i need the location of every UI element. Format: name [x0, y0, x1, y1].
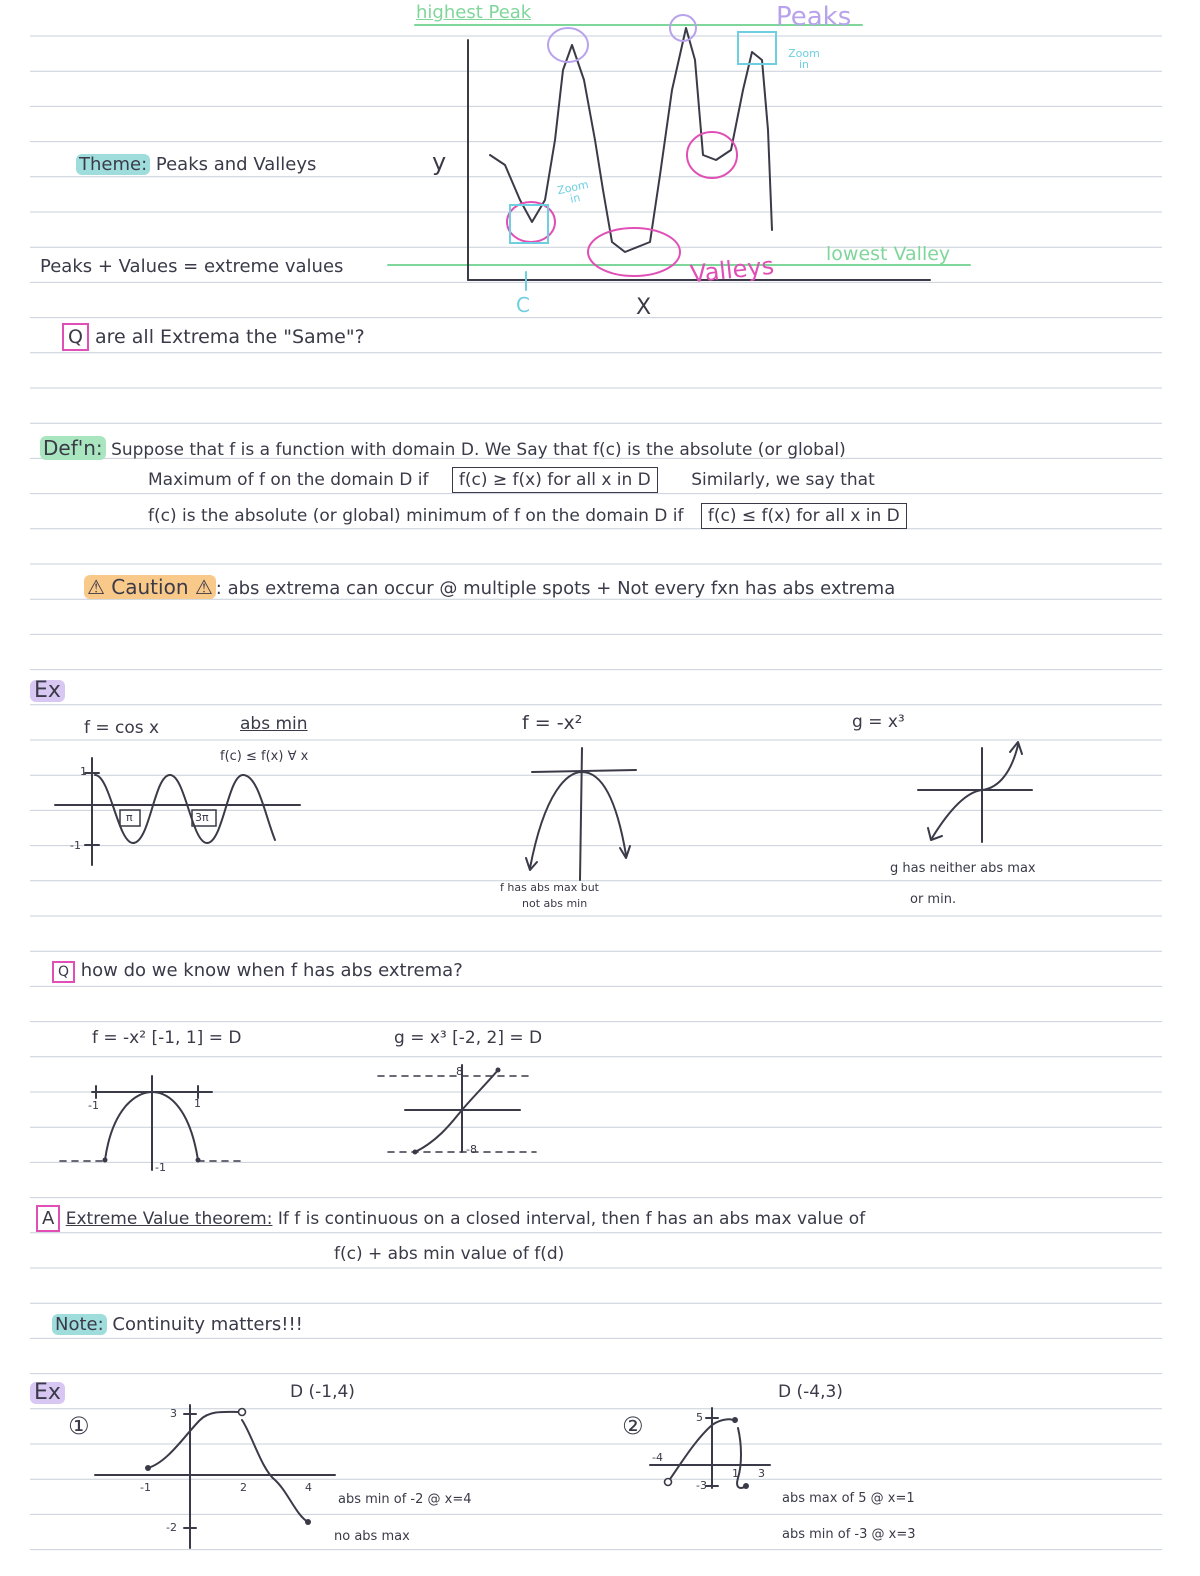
interval-g-label: g = x³ [-2, 2] = D [394, 1028, 543, 1048]
caution-text: : abs extrema can occur @ multiple spots + Not every fxn has abs extrema [215, 578, 896, 599]
caution-label: ⚠ Caution ⚠ [84, 575, 216, 599]
question-tag: Q [62, 323, 89, 351]
evt-text-1: If f is continuous on a closed interval, then f has an abs max value of [277, 1209, 866, 1229]
definition-text-2: Maximum of f on the domain D if [148, 470, 429, 490]
example-tag-1: Ex [30, 680, 65, 702]
peaks-label: Peaks [776, 2, 852, 32]
answer-tag: A [36, 1205, 60, 1232]
evt-text-2: f(c) + abs min value of f(d) [334, 1244, 565, 1264]
theme-text: Peaks and Valleys [155, 154, 317, 175]
definition-text-4: f(c) is the absolute (or global) minimum of f on the domain D if [148, 506, 684, 526]
graph-1-tick-3: 3 [170, 1407, 177, 1420]
graph-2-tick-1: 1 [732, 1467, 739, 1480]
graph-1-tick-minus-1: -1 [140, 1481, 151, 1494]
graph-2-note-1: abs max of 5 @ x=1 [782, 1491, 915, 1506]
valleys-label: Valleys [688, 251, 776, 289]
cubic-note-1: g has neither abs max [890, 861, 1036, 876]
graph-2-note-2: abs min of -3 @ x=3 [782, 1527, 916, 1542]
graph-2-tick-minus-4: -4 [652, 1451, 663, 1464]
definition-text-1: Suppose that f is a function with domain D. We Say that f(c) is the absolute (or global) [111, 440, 846, 460]
interval-f-tick-minus-1-b: -1 [155, 1161, 166, 1174]
cos-tick-3pi: 3π [195, 811, 209, 824]
lowest-valley-label: lowest Valley [826, 243, 951, 265]
graph-1-tick-4: 4 [305, 1481, 312, 1494]
cubic-note-2: or min. [910, 892, 957, 907]
example-tag-2: Ex [30, 1382, 65, 1404]
theme-label: Theme: [76, 154, 150, 175]
question-2-tag: Q [52, 961, 75, 983]
graph-1-note-1: abs min of -2 @ x=4 [338, 1492, 472, 1507]
interval-g-tick-minus-8: -8 [466, 1143, 477, 1156]
highest-peak-label: highest Peak [416, 2, 532, 23]
interval-g-tick-8: 8 [456, 1065, 463, 1078]
abs-min-condition: f(c) ≤ f(x) ∀ x [220, 749, 309, 764]
question-text: are all Extrema the "Same"? [95, 326, 365, 348]
evt-label: Extreme Value theorem: [65, 1209, 273, 1229]
note-label: Note: [52, 1314, 107, 1335]
example-2-domain-1: D (-1,4) [290, 1382, 355, 1402]
graph-2-tick-3: 3 [758, 1467, 765, 1480]
definition-min-condition: f(c) ≤ f(x) for all x in D [701, 503, 907, 529]
cos-function-label: f = cos x [84, 718, 160, 738]
parabola-note-1: f has abs max but [500, 881, 599, 894]
abs-min-label: abs min [240, 714, 308, 734]
zoom-in-label-top: Zoom in [788, 47, 820, 71]
interval-f-tick-1: 1 [194, 1097, 201, 1110]
graph-2-tick-5: 5 [696, 1411, 703, 1424]
cubic-function-label: g = x³ [852, 712, 905, 732]
question-2-text: how do we know when f has abs extrema? [80, 960, 463, 981]
graph-1-tick-2: 2 [240, 1481, 247, 1494]
y-axis-label: y [432, 148, 447, 176]
definition-text-3: Similarly, we say that [691, 470, 875, 490]
cos-tick-pi: π [126, 811, 133, 824]
example-2-number-2: ② [622, 1412, 644, 1440]
cos-tick-1: 1 [80, 765, 87, 778]
parabola-function-label: f = -x² [522, 712, 583, 734]
c-label: C [516, 293, 530, 317]
graph-1-tick-minus-2: -2 [166, 1521, 177, 1534]
cos-tick-minus-1: -1 [70, 839, 81, 852]
interval-f-label: f = -x² [-1, 1] = D [92, 1028, 242, 1048]
x-axis-label: X [636, 295, 652, 320]
example-2-number-1: ① [68, 1412, 90, 1440]
graph-1-note-2: no abs max [334, 1529, 410, 1544]
graph-2-tick-minus-3: -3 [696, 1479, 707, 1492]
example-2-domain-2: D (-4,3) [778, 1382, 843, 1402]
parabola-note-2: not abs min [522, 897, 588, 910]
note-text: Continuity matters!!! [112, 1314, 303, 1335]
interval-f-tick-minus-1: -1 [88, 1099, 99, 1112]
peaks-values-line: Peaks + Values = extreme values [40, 256, 344, 277]
definition-max-condition: f(c) ≥ f(x) for all x in D [452, 467, 658, 493]
zoom-in-label-bottom: Zoom in [555, 177, 590, 206]
definition-label: Def'n: [40, 436, 106, 460]
